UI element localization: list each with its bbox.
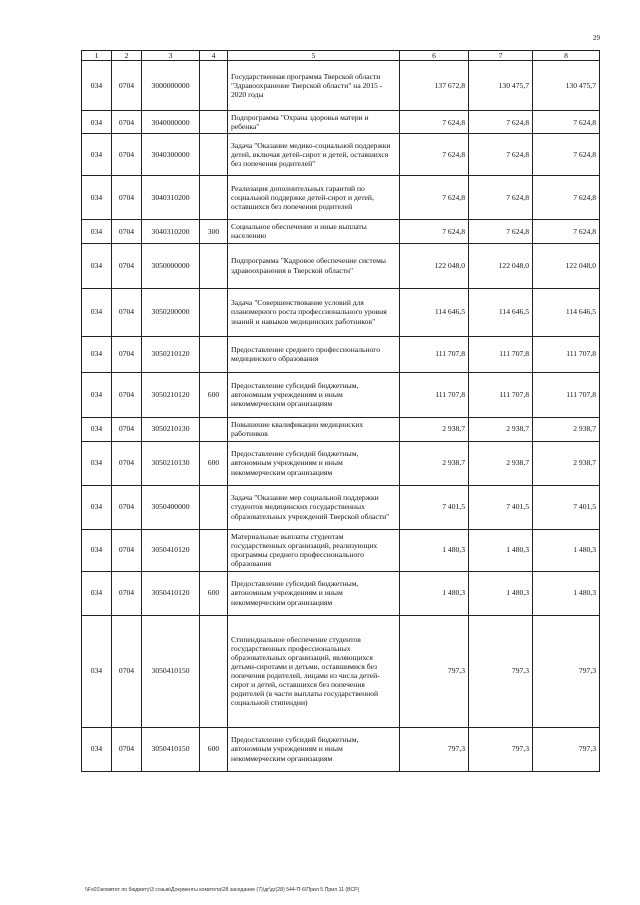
target-code-cell: 3050410120 (142, 571, 200, 615)
dept-code-cell: 034 (82, 571, 112, 615)
section-code-cell: 0704 (112, 176, 142, 220)
amount-cell: 122 048,0 (400, 243, 469, 288)
description-cell: Предоставление субсидий бюджетным, автономным учреждениям и иным некоммерческим организациям (228, 571, 400, 615)
amount-cell: 111 707,8 (400, 336, 469, 372)
section-code-cell: 0704 (112, 529, 142, 571)
amount-cell: 111 707,8 (400, 372, 469, 417)
amount-cell: 1 480,3 (469, 529, 533, 571)
table-row (82, 61, 600, 111)
description-cell: Повышение квалификации медицинских работников (228, 417, 400, 441)
amount-cell: 7 624,8 (400, 220, 469, 243)
section-code-cell: 0704 (112, 288, 142, 336)
amount-cell: 7 624,8 (400, 111, 469, 134)
amount-cell: 7 624,8 (533, 220, 600, 243)
amount-cell: 7 624,8 (469, 111, 533, 134)
amount-cell: 7 624,8 (400, 134, 469, 176)
amount-cell: 7 624,8 (400, 176, 469, 220)
amount-cell: 797,3 (533, 615, 600, 727)
column-header: 5 (228, 51, 400, 61)
description-cell: Социальное обеспечение и иные выплаты населению (228, 220, 400, 243)
column-header: 2 (112, 51, 142, 61)
amount-cell: 130 475,7 (533, 61, 600, 111)
target-code-cell: 3050210120 (142, 336, 200, 372)
expense-type-cell: 600 (200, 571, 228, 615)
expense-type-cell (200, 176, 228, 220)
description-cell: Подпрограмма "Кадровое обеспечение системы здравоохранения в Тверской области" (228, 243, 400, 288)
amount-cell: 7 624,8 (469, 176, 533, 220)
section-code-cell: 0704 (112, 243, 142, 288)
table-row (82, 243, 600, 288)
section-code-cell: 0704 (112, 441, 142, 485)
expense-type-cell: 600 (200, 441, 228, 485)
dept-code-cell: 034 (82, 134, 112, 176)
table-row (82, 134, 600, 176)
amount-cell: 1 480,3 (533, 571, 600, 615)
column-header: 8 (533, 51, 600, 61)
page-number: 29 (593, 34, 600, 42)
dept-code-cell: 034 (82, 372, 112, 417)
dept-code-cell: 034 (82, 417, 112, 441)
amount-cell: 137 672,8 (400, 61, 469, 111)
amount-cell: 2 938,7 (400, 417, 469, 441)
amount-cell: 2 938,7 (533, 417, 600, 441)
dept-code-cell: 034 (82, 336, 112, 372)
column-header: 3 (142, 51, 200, 61)
dept-code-cell: 034 (82, 529, 112, 571)
description-cell: Предоставление субсидий бюджетным, автономным учреждениям и иным некоммерческим организациям (228, 727, 400, 771)
table-row (82, 571, 600, 615)
table-row (82, 111, 600, 134)
amount-cell: 114 646,5 (533, 288, 600, 336)
amount-cell: 111 707,8 (533, 372, 600, 417)
amount-cell: 2 938,7 (400, 441, 469, 485)
column-header: 4 (200, 51, 228, 61)
target-code-cell: 3000000000 (142, 61, 200, 111)
expense-type-cell (200, 336, 228, 372)
target-code-cell: 3040310200 (142, 176, 200, 220)
amount-cell: 2 938,7 (469, 417, 533, 441)
file-path-footer: \\Fs01\комитет по бюджету\3 созыв\Документы комитета\28 заседание (7)\дг\дг(28) 544-П-6\Прил 5 Прил 11 (ВСР) (85, 887, 360, 893)
expense-type-cell (200, 243, 228, 288)
budget-table (81, 50, 600, 772)
amount-cell: 1 480,3 (400, 571, 469, 615)
dept-code-cell: 034 (82, 111, 112, 134)
description-cell: Стипендиальное обеспечение студентов государственных профессиональных образовательных организаций, являющихся детьми-сиротами и детьми, оставшимися без попечения родителей, лицами из числа детей-сирот и детей, оставшихся без попечения родителей (в части выплаты государственной социальной стипендии) (228, 615, 400, 727)
expense-type-cell (200, 288, 228, 336)
section-code-cell: 0704 (112, 571, 142, 615)
target-code-cell: 3040000000 (142, 111, 200, 134)
description-cell: Государственная программа Тверской области "Здравоохранение Тверской области" на 2015 - 2020 годы (228, 61, 400, 111)
target-code-cell: 3050410120 (142, 529, 200, 571)
dept-code-cell: 034 (82, 441, 112, 485)
expense-type-cell (200, 61, 228, 111)
section-code-cell: 0704 (112, 372, 142, 417)
table-row (82, 485, 600, 529)
description-cell: Реализация дополнительных гарантий по социальной поддержке детей-сирот и детей, оставшихся без попечения родителей (228, 176, 400, 220)
section-code-cell: 0704 (112, 727, 142, 771)
amount-cell: 7 624,8 (533, 111, 600, 134)
section-code-cell: 0704 (112, 111, 142, 134)
amount-cell: 122 048,0 (533, 243, 600, 288)
expense-type-cell: 600 (200, 727, 228, 771)
dept-code-cell: 034 (82, 288, 112, 336)
amount-cell: 7 624,8 (469, 134, 533, 176)
target-code-cell: 3050210120 (142, 372, 200, 417)
amount-cell: 797,3 (533, 727, 600, 771)
amount-cell: 1 480,3 (469, 571, 533, 615)
amount-cell: 797,3 (400, 615, 469, 727)
amount-cell: 2 938,7 (469, 441, 533, 485)
target-code-cell: 3050210130 (142, 441, 200, 485)
header-row (82, 51, 600, 61)
table-row (82, 220, 600, 243)
table-row (82, 615, 600, 727)
section-code-cell: 0704 (112, 417, 142, 441)
column-header: 1 (82, 51, 112, 61)
dept-code-cell: 034 (82, 176, 112, 220)
dept-code-cell: 034 (82, 485, 112, 529)
dept-code-cell: 034 (82, 727, 112, 771)
description-cell: Задача "Оказание мер социальной поддержки студентов медицинских государственных образовательных учреждений Тверской области" (228, 485, 400, 529)
table-row (82, 336, 600, 372)
amount-cell: 114 646,5 (469, 288, 533, 336)
section-code-cell: 0704 (112, 615, 142, 727)
target-code-cell: 3040300000 (142, 134, 200, 176)
table-row (82, 441, 600, 485)
table-row (82, 372, 600, 417)
amount-cell: 111 707,8 (469, 372, 533, 417)
column-header: 7 (469, 51, 533, 61)
description-cell: Материальные выплаты студентам государственных организаций, реализующих программы среднего профессионального образования (228, 529, 400, 571)
table-row (82, 288, 600, 336)
description-cell: Задача "Оказание медико-социальной поддержки детей, включая детей-сирот и детей, оставшихся без попечения родителей" (228, 134, 400, 176)
target-code-cell: 3050410150 (142, 615, 200, 727)
amount-cell: 1 480,3 (400, 529, 469, 571)
table-row (82, 727, 600, 771)
expense-type-cell (200, 615, 228, 727)
target-code-cell: 3050000000 (142, 243, 200, 288)
amount-cell: 111 707,8 (533, 336, 600, 372)
amount-cell: 114 646,5 (400, 288, 469, 336)
amount-cell: 130 475,7 (469, 61, 533, 111)
amount-cell: 1 480,3 (533, 529, 600, 571)
expense-type-cell (200, 134, 228, 176)
target-code-cell: 3050400000 (142, 485, 200, 529)
amount-cell: 797,3 (469, 727, 533, 771)
amount-cell: 122 048,0 (469, 243, 533, 288)
expense-type-cell (200, 417, 228, 441)
amount-cell: 2 938,7 (533, 441, 600, 485)
dept-code-cell: 034 (82, 61, 112, 111)
amount-cell: 7 624,8 (469, 220, 533, 243)
amount-cell: 7 624,8 (533, 134, 600, 176)
target-code-cell: 3050200000 (142, 288, 200, 336)
description-cell: Предоставление субсидий бюджетным, автономным учреждениям и иным некоммерческим организациям (228, 372, 400, 417)
section-code-cell: 0704 (112, 134, 142, 176)
description-cell: Подпрограмма "Охрана здоровья матери и ребенка" (228, 111, 400, 134)
amount-cell: 7 624,8 (533, 176, 600, 220)
table-row (82, 529, 600, 571)
section-code-cell: 0704 (112, 336, 142, 372)
target-code-cell: 3050410150 (142, 727, 200, 771)
section-code-cell: 0704 (112, 485, 142, 529)
dept-code-cell: 034 (82, 615, 112, 727)
expense-type-cell (200, 529, 228, 571)
target-code-cell: 3050210130 (142, 417, 200, 441)
table-row (82, 417, 600, 441)
expense-type-cell (200, 111, 228, 134)
expense-type-cell: 600 (200, 372, 228, 417)
amount-cell: 7 401,5 (469, 485, 533, 529)
description-cell: Предоставление субсидий бюджетным, автономным учреждениям и иным некоммерческим организациям (228, 441, 400, 485)
target-code-cell: 3040310200 (142, 220, 200, 243)
expense-type-cell: 300 (200, 220, 228, 243)
dept-code-cell: 034 (82, 243, 112, 288)
amount-cell: 7 401,5 (533, 485, 600, 529)
section-code-cell: 0704 (112, 220, 142, 243)
expense-type-cell (200, 485, 228, 529)
dept-code-cell: 034 (82, 220, 112, 243)
table-row (82, 176, 600, 220)
amount-cell: 111 707,8 (469, 336, 533, 372)
description-cell: Предоставление среднего профессионального медицинского образования (228, 336, 400, 372)
amount-cell: 797,3 (469, 615, 533, 727)
column-header: 6 (400, 51, 469, 61)
amount-cell: 7 401,5 (400, 485, 469, 529)
section-code-cell: 0704 (112, 61, 142, 111)
amount-cell: 797,3 (400, 727, 469, 771)
description-cell: Задача "Совершенствование условий для планомерного роста профессионального уровня знаний и навыков медицинских работников" (228, 288, 400, 336)
